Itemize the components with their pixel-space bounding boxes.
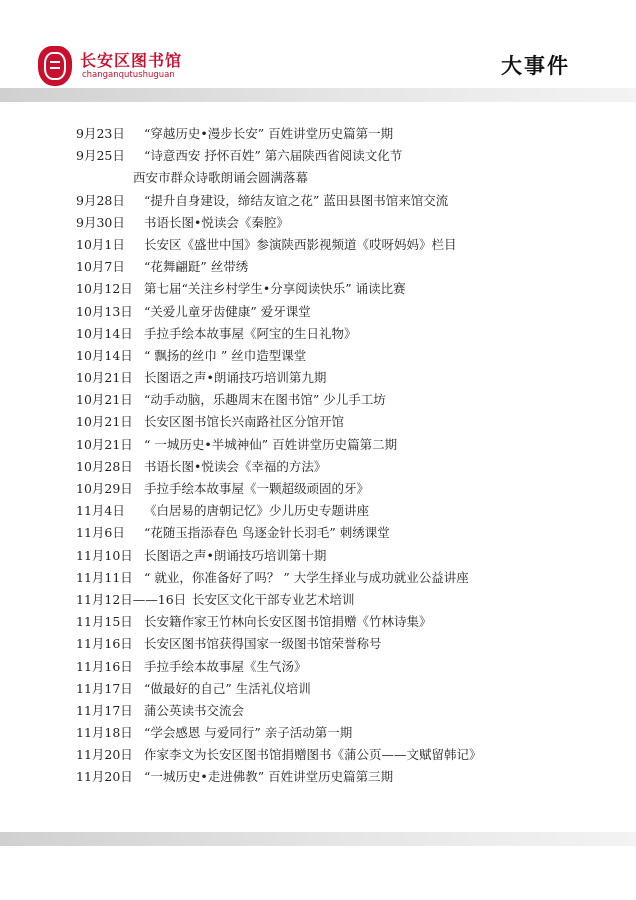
event-date: 10月1日 (76, 236, 125, 252)
event-text: “ 飘扬的丝巾 ” 丝巾造型课堂 (144, 347, 307, 363)
event-entry (76, 589, 616, 611)
footer-divider (0, 832, 636, 846)
library-seal-icon (38, 46, 72, 86)
event-text: 书语长图•悦读会《秦腔》 (144, 214, 289, 230)
event-date: 10月12日 (76, 281, 133, 297)
event-text: 第七届“关注乡村学生•分享阅读快乐” 诵读比赛 (144, 281, 406, 297)
event-entry (76, 567, 616, 589)
event-entry (76, 633, 616, 655)
event-text: 长安区图书馆获得国家一级图书馆荣誉称号 (144, 636, 382, 652)
event-entry (76, 766, 616, 788)
event-text: 长图语之声•朗诵技巧培训第十期 (144, 547, 327, 563)
event-entry (76, 190, 616, 212)
event-date: 9月25日 (76, 148, 125, 164)
event-date: 10月7日 (76, 259, 125, 275)
event-date: 11月11日 (76, 569, 133, 585)
event-text: “学会感恩 与爱同行” 亲子活动第一期 (144, 725, 353, 741)
event-entry (76, 345, 616, 367)
event-date: 11月16日 (76, 636, 133, 652)
event-entry (76, 744, 616, 766)
event-text: 手拉手绘本故事屋《一颗超级顽固的牙》 (144, 481, 370, 496)
event-date: 11月4日 (76, 503, 125, 519)
page-header (0, 0, 636, 105)
event-date: 9月30日 (76, 214, 125, 230)
event-text: “ 一城历史•半城神仙” 百姓讲堂历史篇第二期 (144, 436, 398, 452)
event-entry (76, 700, 616, 722)
event-date: 11月17日 (76, 680, 133, 696)
event-text: “做最好的自己” 生活礼仪培训 (144, 680, 311, 696)
event-date: 10月28日 (76, 458, 133, 474)
event-date: 10月21日 (76, 436, 133, 452)
event-date: 10月14日 (76, 347, 133, 363)
event-date: 10月13日 (76, 303, 133, 319)
event-text: 西安市群众诗歌朗诵会圆满落幕 (133, 170, 309, 186)
event-date: 9月23日 (76, 126, 125, 141)
library-logo (38, 44, 183, 88)
event-date: 11月15日 (76, 614, 133, 630)
event-text: 书语长图•悦读会《幸福的方法》 (144, 458, 327, 474)
header-divider (0, 88, 636, 102)
event-entry (76, 411, 616, 433)
event-date: 10月21日 (76, 414, 133, 430)
event-date: 10月29日 (76, 481, 133, 496)
event-text: 手拉手绘本故事屋《阿宝的生日礼物》 (144, 325, 357, 341)
event-entry (76, 301, 616, 323)
event-date: 10月21日 (76, 392, 133, 408)
event-text: “一城历史•走进佛教” 百姓讲堂历史篇第三期 (144, 769, 394, 785)
event-entry (76, 500, 616, 522)
event-entry (76, 212, 616, 234)
event-date: 10月14日 (76, 325, 133, 341)
event-entry (76, 323, 616, 345)
event-date: 11月20日 (76, 769, 133, 785)
event-entry (76, 722, 616, 744)
event-text: “花舞翩跹” 丝带绣 (144, 259, 249, 275)
event-date: 11月16日 (76, 658, 133, 674)
section-title: 大事件 (501, 53, 570, 78)
event-entry (76, 545, 616, 567)
event-entry (76, 478, 616, 500)
event-entry (76, 367, 616, 389)
event-text: “诗意西安 抒怀百姓” 第六届陕西省阅读文化节 (144, 148, 403, 164)
event-entry (76, 278, 616, 300)
event-text: 长安籍作家王竹林向长安区图书馆捐赠《竹林诗集》 (144, 614, 432, 630)
event-entry (76, 145, 616, 167)
events-list (76, 123, 616, 789)
event-text: 长图语之声•朗诵技巧培训第九期 (144, 370, 327, 386)
event-text: “关爱儿童牙齿健康” 爱牙课堂 (144, 303, 311, 319)
event-entry (76, 256, 616, 278)
event-date: 11月20日 (76, 747, 133, 763)
event-text: 作家李文为长安区图书馆捐赠图书《蒲公页——文赋留韩记》 (144, 747, 482, 763)
event-entry (76, 611, 616, 633)
event-text: 长安区文化干部专业艺术培训 (192, 591, 355, 607)
event-entry (76, 123, 616, 145)
event-text: “穿越历史•漫步长安” 百姓讲堂历史篇第一期 (144, 126, 394, 141)
event-date: 11月12日——16日 (76, 591, 187, 607)
event-date: 9月28日 (76, 192, 125, 208)
event-text: “提升自身建设，缔结友谊之花” 蓝田县图书馆来馆交流 (144, 192, 449, 208)
event-entry (76, 456, 616, 478)
event-text: 长安区图书馆长兴南路社区分馆开馆 (144, 414, 345, 430)
event-date: 11月6日 (76, 525, 125, 541)
event-date: 11月10日 (76, 547, 133, 563)
event-text: “动手动脑，乐趣周末在图书馆” 少儿手工坊 (144, 392, 386, 408)
event-entry (76, 678, 616, 700)
event-text: 长安区《盛世中国》参演陕西影视频道《哎呀妈妈》栏目 (144, 236, 457, 252)
event-entry (76, 434, 616, 456)
event-entry (76, 234, 616, 256)
logo-pinyin-name: changanqutushuguan (82, 70, 175, 80)
event-text: 手拉手绘本故事屋《生气汤》 (144, 658, 307, 674)
event-entry (76, 522, 616, 544)
event-entry (76, 389, 616, 411)
event-entry (76, 167, 616, 189)
event-text: “ 就业，你准备好了吗？ ” 大学生择业与成功就业公益讲座 (144, 569, 469, 585)
event-date: 11月18日 (76, 725, 133, 741)
event-text: “花随玉指添春色 鸟逐金针长羽毛” 刺绣课堂 (144, 525, 390, 541)
event-text: 蒲公英读书交流会 (144, 702, 245, 718)
event-date: 10月21日 (76, 370, 133, 386)
event-date: 11月17日 (76, 702, 133, 718)
logo-chinese-name: 长安区图书馆 (80, 51, 183, 70)
event-entry (76, 656, 616, 678)
event-text: 《白居易的唐朝记忆》少儿历史专题讲座 (144, 503, 370, 519)
